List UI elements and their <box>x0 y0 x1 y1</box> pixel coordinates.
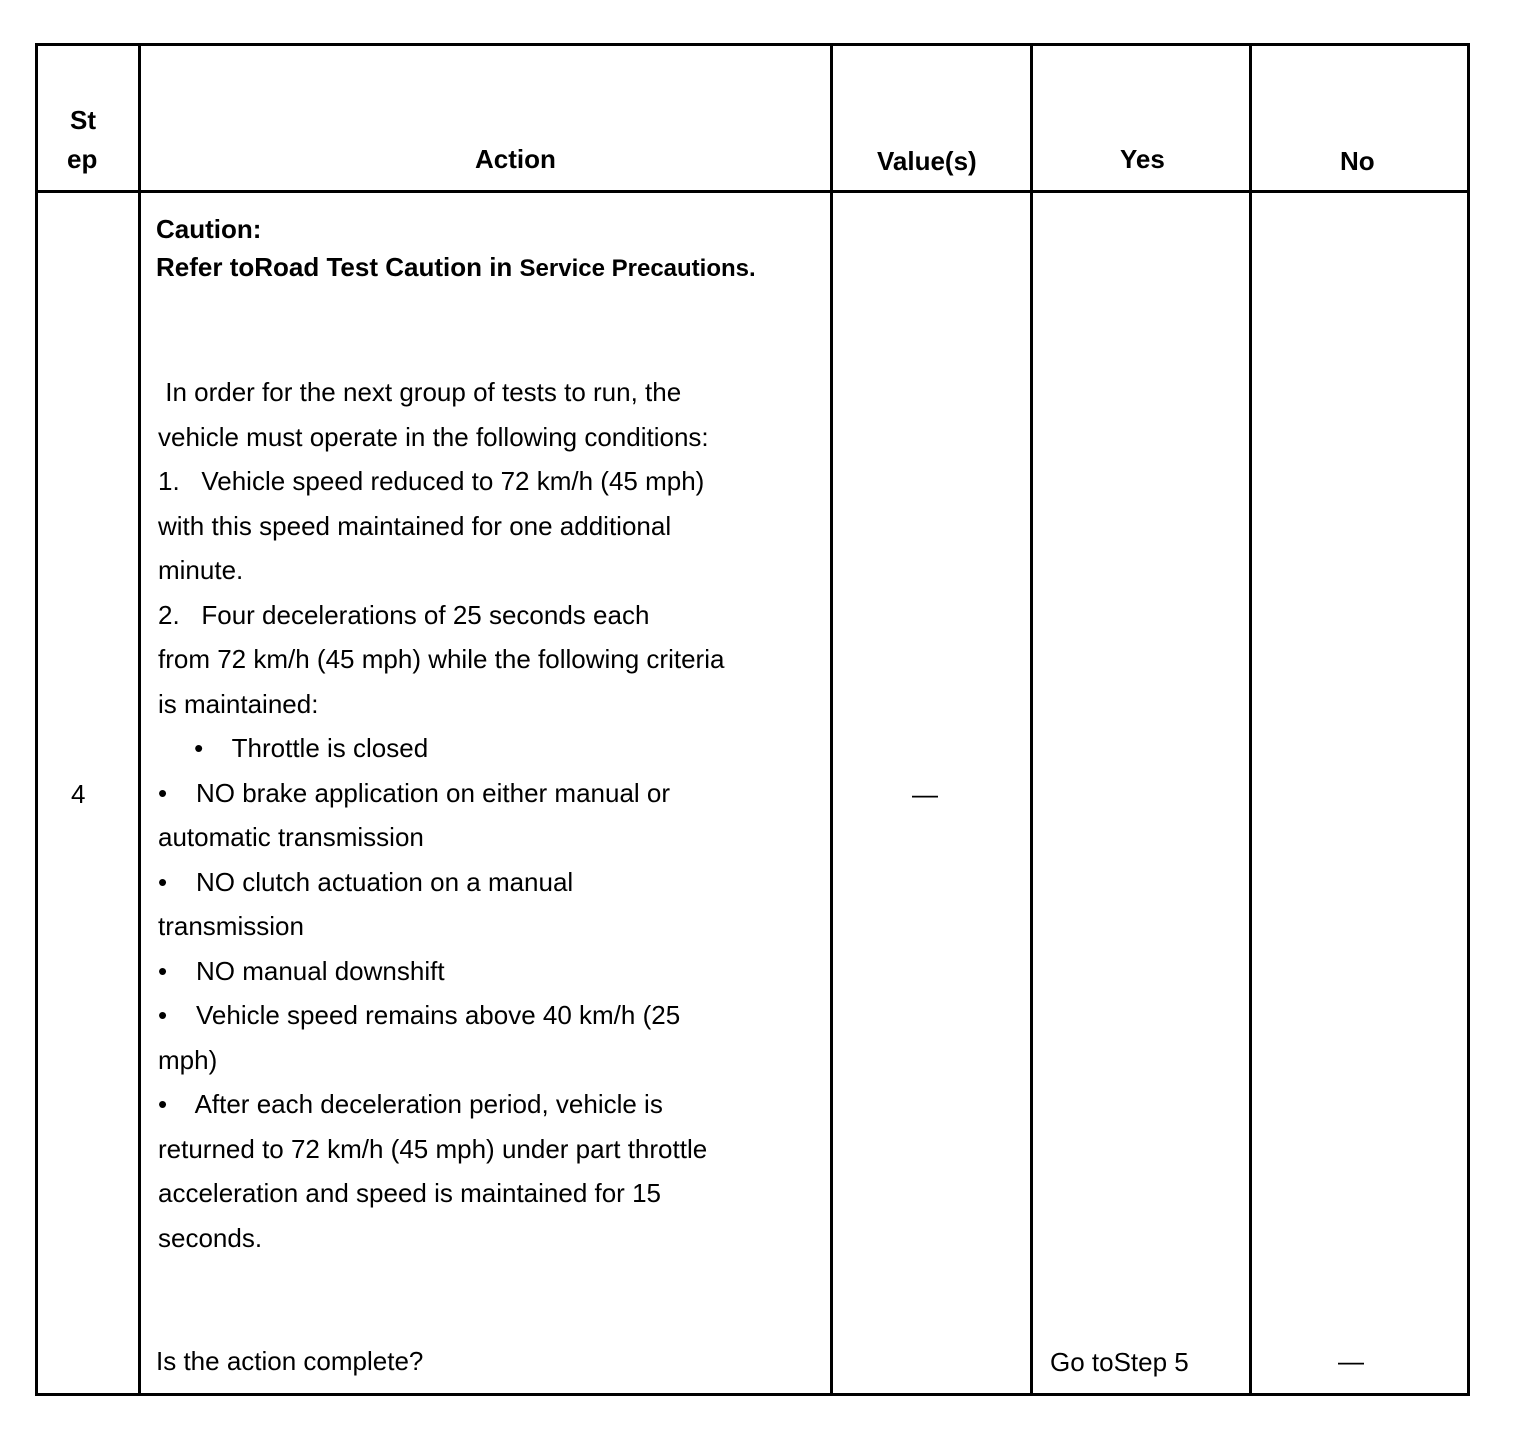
instruction-line: with this speed maintained for one additional <box>158 510 672 541</box>
header-divider <box>38 190 1467 193</box>
instruction-line: • NO clutch actuation on a manual <box>158 866 574 897</box>
header-action: Action <box>475 144 556 174</box>
instruction-line: vehicle must operate in the following conditions: <box>158 421 709 452</box>
instruction-line: • Vehicle speed remains above 40 km/h (25 <box>158 1000 681 1030</box>
action-question: Is the action complete? <box>156 1346 424 1376</box>
header-no: No <box>1340 146 1375 176</box>
instruction-line: mph) <box>158 1044 218 1075</box>
instruction-line: • NO manual downshift <box>158 955 445 986</box>
instruction-line: In order for the next group of tests to run, the <box>158 377 682 407</box>
no-cell: — <box>1338 1346 1364 1376</box>
instruction-line: returned to 72 km/h (45 mph) under part throttle <box>158 1133 708 1164</box>
instruction-line: 2. Four decelerations of 25 seconds each <box>158 599 650 630</box>
step-number: 4 <box>71 779 86 809</box>
instruction-line: transmission <box>158 911 304 941</box>
column-divider <box>1030 46 1033 1393</box>
caution-title: Caution: <box>156 214 262 244</box>
instruction-line: • After each deceleration period, vehicle is <box>158 1089 663 1119</box>
caution-text <box>156 254 756 282</box>
diagnostic-table <box>35 43 1470 1396</box>
instruction-line: automatic transmission <box>158 822 424 852</box>
value-cell: — <box>912 779 938 809</box>
instruction-line: • NO brake application on either manual or <box>158 777 671 808</box>
header-yes: Yes <box>1120 144 1165 174</box>
caution-text-a: Refer toRoad Test Caution in <box>156 252 513 282</box>
instruction-line: minute. <box>158 555 244 585</box>
instruction-line: acceleration and speed is maintained for 15 <box>158 1178 661 1208</box>
instruction-line: is maintained: <box>158 688 319 719</box>
header-step-line1: St <box>70 105 96 135</box>
column-divider <box>138 46 141 1393</box>
header-values: Value(s) <box>877 146 977 176</box>
column-divider <box>830 46 833 1393</box>
instruction-line: 1. Vehicle speed reduced to 72 km/h (45 mph) <box>158 466 705 496</box>
instruction-line: • Throttle is closed <box>158 733 429 763</box>
yes-cell: Go toStep 5 <box>1050 1347 1189 1377</box>
column-divider <box>1249 46 1252 1393</box>
instruction-line: seconds. <box>158 1222 263 1253</box>
header-step-line2: ep <box>67 144 98 174</box>
caution-text-b: Service Precautions. <box>519 255 756 282</box>
instruction-line: from 72 km/h (45 mph) while the following criteria <box>158 644 725 674</box>
